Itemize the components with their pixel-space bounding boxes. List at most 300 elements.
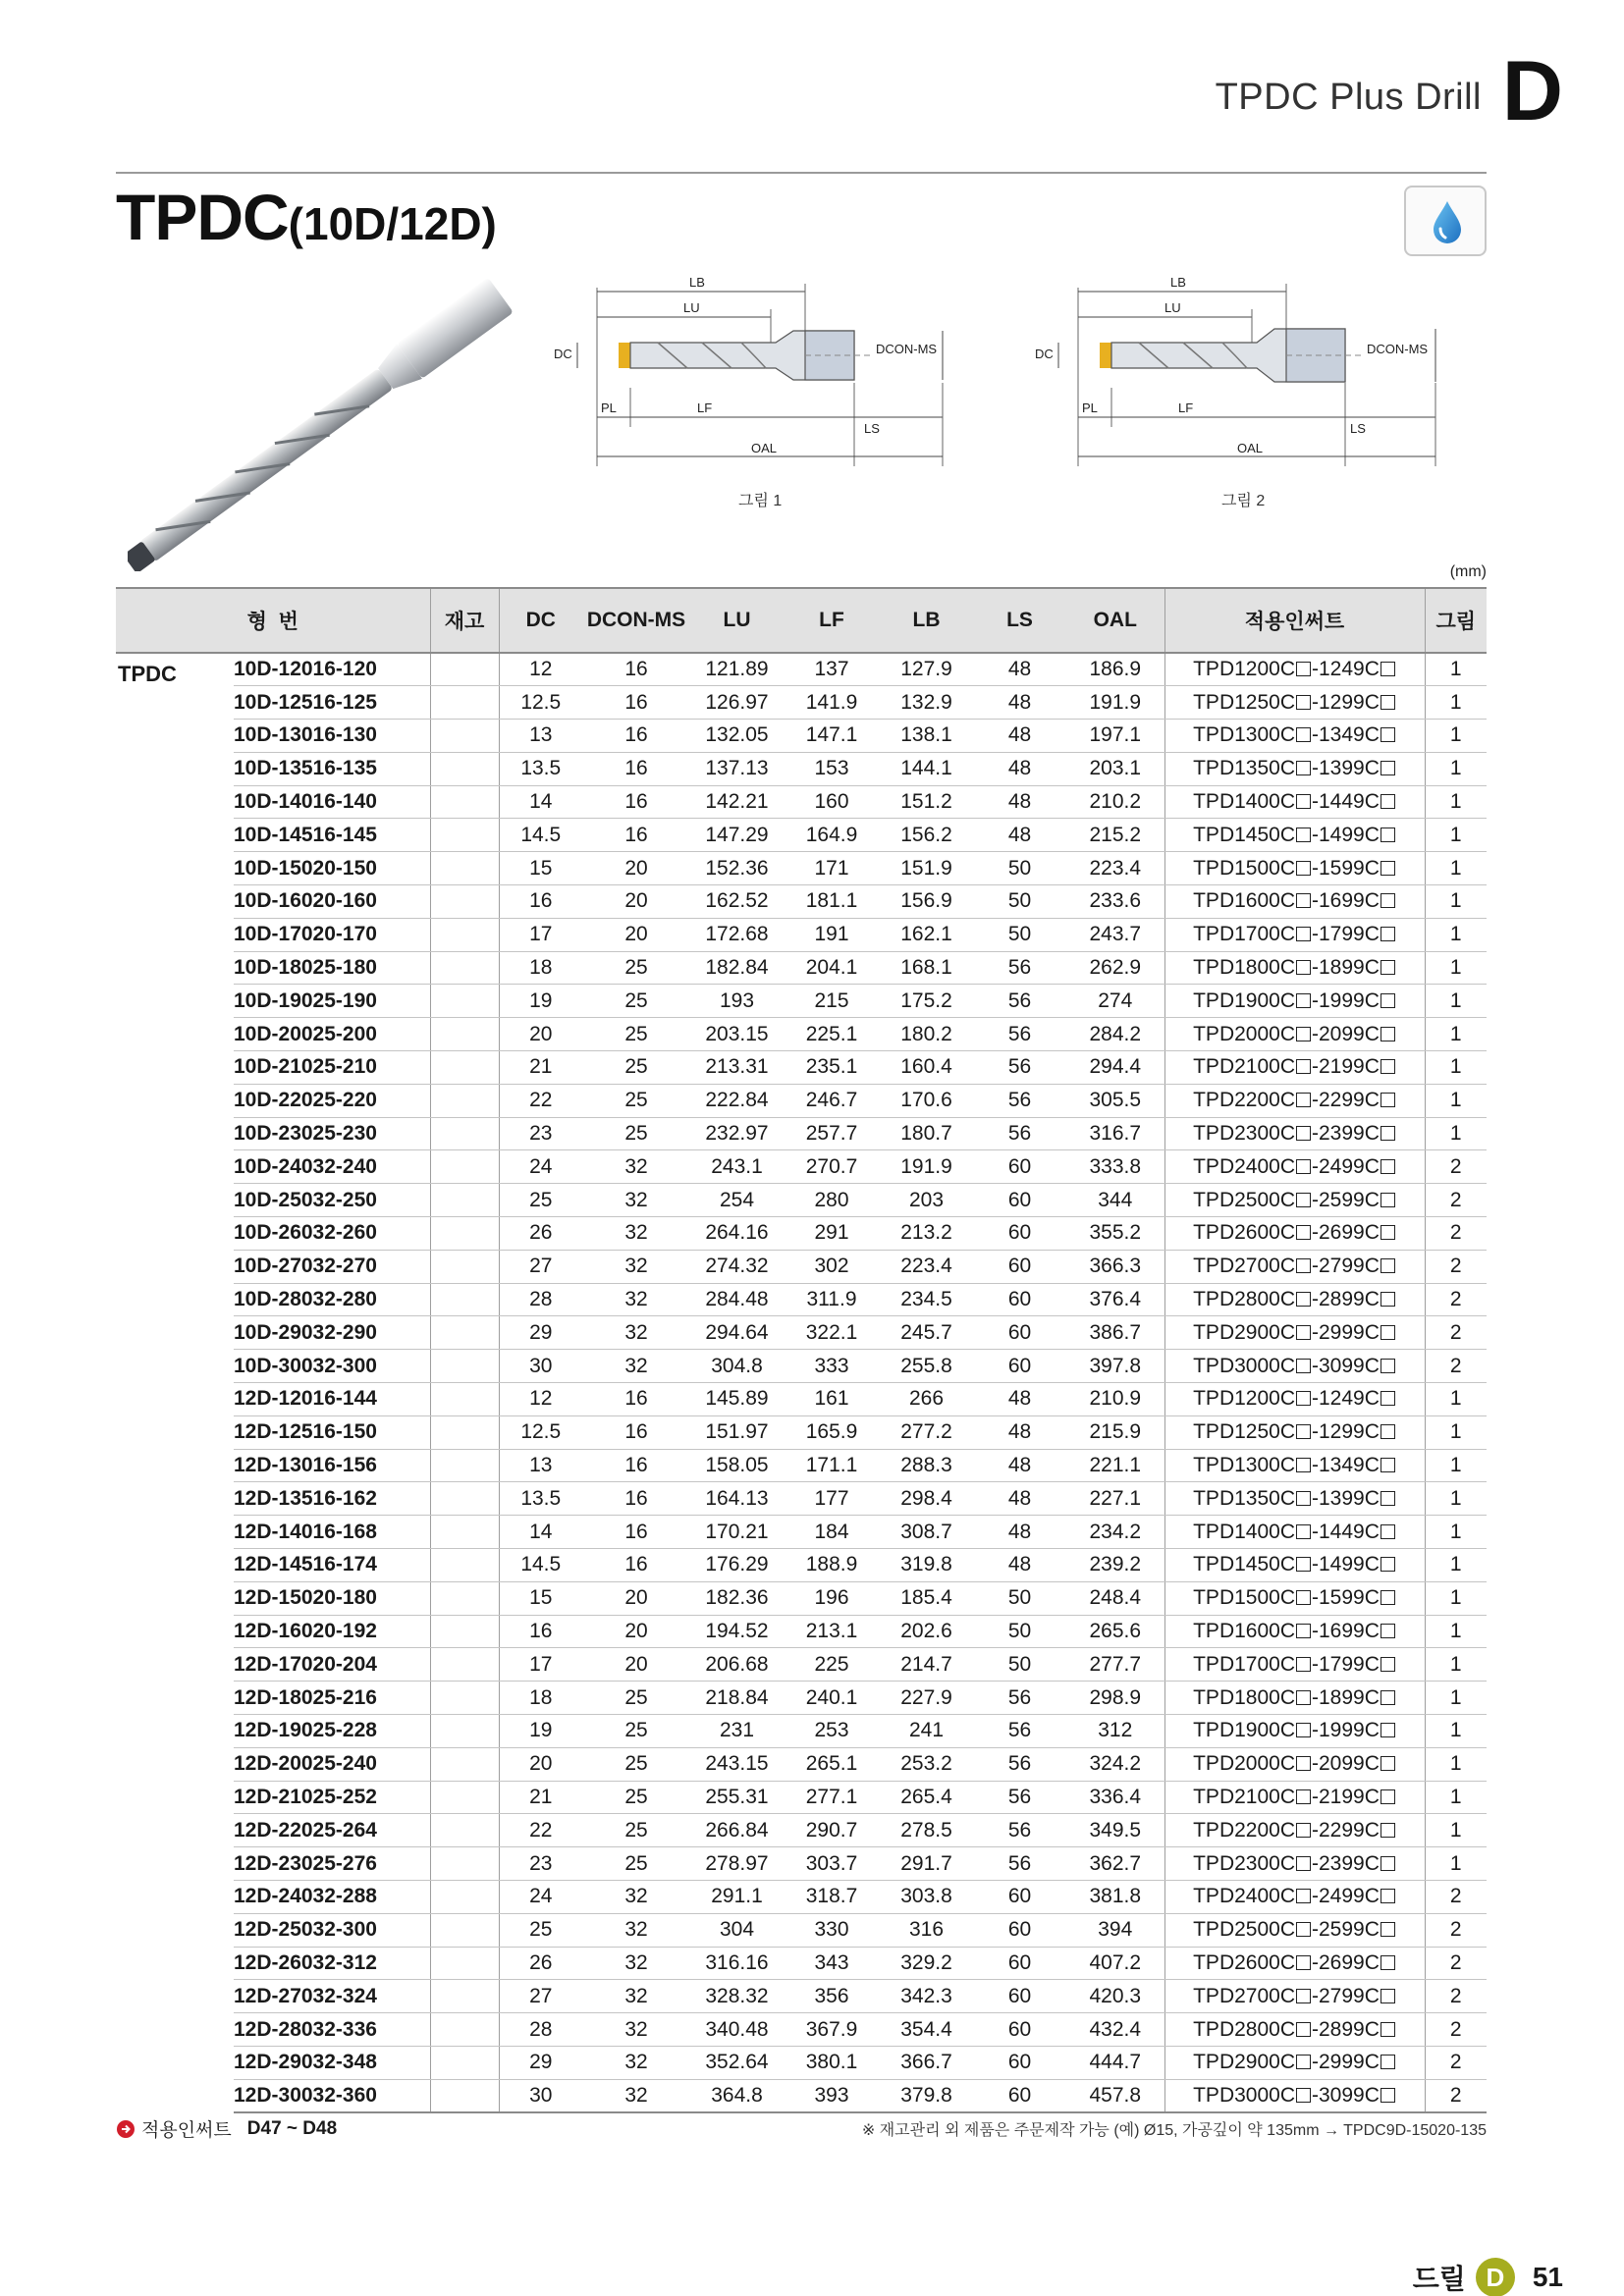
cell-stock [430,1516,499,1549]
cell-lb: 288.3 [880,1449,973,1482]
placeholder-box [1380,1225,1395,1240]
insert-reference-label: 적용인써트 [141,2120,232,2141]
table-row [116,985,1487,1018]
cell-ls: 56 [973,1715,1066,1748]
cell-lb: 298.4 [880,1482,973,1516]
dimension-diagram-1 [530,270,1001,476]
cell-dc: 14.5 [499,1549,582,1582]
cell-insert: TPD2900C -2999C [1164,1316,1425,1350]
cell-model: 12D-28032-336 [234,2013,430,2047]
placeholder-box [1296,1789,1311,1804]
series-label: TPDC [118,662,177,686]
cell-model: 12D-26032-312 [234,1947,430,1980]
cell-lf: 253 [784,1715,880,1748]
cell-insert: TPD1350C -1399C [1164,1482,1425,1516]
table-row [116,1316,1487,1350]
cell-stock [430,819,499,852]
cell-dc: 14.5 [499,819,582,852]
cell-dc: 19 [499,985,582,1018]
cell-insert: TPD1900C -1999C [1164,985,1425,1018]
placeholder-box [1380,861,1395,876]
table-row [116,720,1487,753]
cell-oal: 366.3 [1066,1250,1164,1283]
cell-insert: TPD2400C -2499C [1164,1880,1425,1913]
cell-dcon-ms: 32 [582,1150,690,1184]
cell-lu: 193 [690,985,784,1018]
cell-ls: 60 [973,1250,1066,1283]
cell-insert: TPD2300C -2399C [1164,1847,1425,1881]
cell-lf: 380.1 [784,2046,880,2079]
placeholder-box [1296,1359,1311,1373]
cell-lf: 171 [784,852,880,885]
cell-figure: 2 [1425,1283,1487,1316]
dim-label-lu: LU [1164,300,1181,315]
cell-dc: 18 [499,1682,582,1715]
cell-model: 12D-14016-168 [234,1516,430,1549]
cell-stock [430,1449,499,1482]
table-row [116,1084,1487,1117]
cell-figure: 1 [1425,785,1487,819]
cell-figure: 1 [1425,1051,1487,1085]
cell-lf: 141.9 [784,686,880,720]
cell-dcon-ms: 16 [582,785,690,819]
cell-dc: 12.5 [499,1415,582,1449]
cell-model: 12D-20025-240 [234,1747,430,1781]
cell-model: 12D-13516-162 [234,1482,430,1516]
cell-stock [430,1350,499,1383]
coolant-icon-box [1404,186,1487,256]
cell-dcon-ms: 16 [582,1415,690,1449]
cell-lf: 177 [784,1482,880,1516]
cell-dcon-ms: 25 [582,1715,690,1748]
cell-figure: 1 [1425,653,1487,686]
cell-insert: TPD1300C -1349C [1164,720,1425,753]
placeholder-box [1296,1723,1311,1737]
cell-ls: 56 [973,1018,1066,1051]
cell-lf: 291 [784,1217,880,1251]
cell-lb: 160.4 [880,1051,973,1085]
cell-lb: 144.1 [880,752,973,785]
cell-insert: TPD2000C -2099C [1164,1747,1425,1781]
cell-dc: 18 [499,951,582,985]
cell-ls: 48 [973,1415,1066,1449]
table-row [116,2046,1487,2079]
dim-label-lf: LF [697,400,713,415]
cell-model: 12D-14516-174 [234,1549,430,1582]
placeholder-box [1296,1756,1311,1771]
cell-lu: 294.64 [690,1316,784,1350]
placeholder-box [1296,1491,1311,1506]
cell-ls: 48 [973,720,1066,753]
cell-lb: 354.4 [880,2013,973,2047]
cell-lb: 227.9 [880,1682,973,1715]
cell-lb: 168.1 [880,951,973,985]
cell-model: 10D-28032-280 [234,1283,430,1316]
placeholder-box [1380,960,1395,975]
cell-lu: 266.84 [690,1814,784,1847]
cell-lu: 231 [690,1715,784,1748]
cell-model: 10D-13016-130 [234,720,430,753]
cell-lu: 145.89 [690,1383,784,1416]
cell-lu: 364.8 [690,2079,784,2112]
placeholder-box [1380,1093,1395,1107]
placeholder-box [1296,662,1311,676]
cell-model: 12D-24032-288 [234,1880,430,1913]
cell-insert: TPD2300C -2399C [1164,1117,1425,1150]
cell-ls: 50 [973,1615,1066,1648]
placeholder-box [1296,1922,1311,1937]
cell-oal: 227.1 [1066,1482,1164,1516]
placeholder-box [1296,1657,1311,1672]
cell-lu: 162.52 [690,885,784,919]
placeholder-box [1296,1027,1311,1041]
placeholder-box [1296,1258,1311,1273]
table-row [116,1581,1487,1615]
cell-dcon-ms: 16 [582,1516,690,1549]
cell-stock [430,918,499,951]
col-header-figure: 그림 [1425,588,1487,653]
cell-lu: 316.16 [690,1947,784,1980]
dim-label-dcon-ms: DCON-MS [876,342,938,356]
cell-ls: 60 [973,1947,1066,1980]
cell-ls: 56 [973,1847,1066,1881]
cell-oal: 203.1 [1066,752,1164,785]
cell-lu: 255.31 [690,1781,784,1814]
cell-dcon-ms: 32 [582,1217,690,1251]
cell-insert: TPD2900C -2999C [1164,2046,1425,2079]
cell-stock [430,985,499,1018]
cell-figure: 1 [1425,1117,1487,1150]
cell-lb: 191.9 [880,1150,973,1184]
cell-model: 10D-29032-290 [234,1316,430,1350]
cell-ls: 50 [973,918,1066,951]
custom-order-note: ※ 재고관리 외 제품은 주문제작 가능 (예) Ø15, 가공깊이 약 135mm → TPDC9D-15020-135 [861,2122,1487,2139]
placeholder-box [1380,1325,1395,1340]
cell-dc: 26 [499,1947,582,1980]
footer-section-name: 드릴 [1412,2264,1466,2294]
table-row [116,1880,1487,1913]
cell-dcon-ms: 20 [582,1615,690,1648]
cell-lb: 366.7 [880,2046,973,2079]
cell-dc: 21 [499,1051,582,1085]
cell-model: 10D-21025-210 [234,1051,430,1085]
cell-stock [430,1415,499,1449]
cell-lb: 266 [880,1383,973,1416]
cell-oal: 210.9 [1066,1383,1164,1416]
dim-label-ls: LS [864,421,880,436]
placeholder-box [1380,1027,1395,1041]
cell-lf: 213.1 [784,1615,880,1648]
cell-dcon-ms: 16 [582,819,690,852]
cell-dc: 13.5 [499,752,582,785]
table-row [116,1217,1487,1251]
cell-lb: 278.5 [880,1814,973,1847]
cell-stock [430,951,499,985]
cell-lu: 243.15 [690,1747,784,1781]
cell-dcon-ms: 16 [582,653,690,686]
placeholder-box [1296,1823,1311,1838]
cell-dc: 19 [499,1715,582,1748]
cell-dc: 29 [499,1316,582,1350]
cell-dcon-ms: 16 [582,1449,690,1482]
cell-model: 12D-12516-150 [234,1415,430,1449]
cell-ls: 56 [973,985,1066,1018]
cell-lf: 246.7 [784,1084,880,1117]
cell-lf: 191 [784,918,880,951]
cell-lf: 330 [784,1913,880,1947]
cell-insert: TPD2100C -2199C [1164,1051,1425,1085]
cell-lb: 213.2 [880,1217,973,1251]
placeholder-box [1380,695,1395,710]
cell-model: 12D-12016-144 [234,1383,430,1416]
catalog-section-title: TPDC Plus Drill [1215,77,1482,118]
cell-lf: 393 [784,2079,880,2112]
col-header-ls: LS [973,588,1066,653]
cell-dcon-ms: 32 [582,1913,690,1947]
cell-ls: 48 [973,785,1066,819]
cell-lf: 181.1 [784,885,880,919]
cell-ls: 48 [973,752,1066,785]
col-header-dcon-ms: DCON-MS [582,588,690,653]
dim-label-lb: LB [689,275,705,290]
cell-lf: 333 [784,1350,880,1383]
placeholder-box [1296,1292,1311,1307]
cell-stock [430,1847,499,1881]
cell-lf: 147.1 [784,720,880,753]
cell-lf: 270.7 [784,1150,880,1184]
placeholder-box [1296,2022,1311,2037]
cell-oal: 333.8 [1066,1150,1164,1184]
cell-dc: 12 [499,653,582,686]
cell-ls: 56 [973,1747,1066,1781]
cell-model: 12D-13016-156 [234,1449,430,1482]
cell-ls: 50 [973,1648,1066,1682]
cell-dc: 13.5 [499,1482,582,1516]
cell-lf: 302 [784,1250,880,1283]
cell-lu: 194.52 [690,1615,784,1648]
table-row [116,1449,1487,1482]
placeholder-box [1296,1424,1311,1439]
cell-lb: 162.1 [880,918,973,951]
placeholder-box [1296,1557,1311,1572]
cell-stock [430,1880,499,1913]
cell-figure: 2 [1425,1980,1487,2013]
placeholder-box [1380,1557,1395,1572]
cell-insert: TPD2600C -2699C [1164,1217,1425,1251]
cell-insert: TPD3000C -3099C [1164,1350,1425,1383]
cell-stock [430,653,499,686]
cell-oal: 210.2 [1066,785,1164,819]
cell-ls: 56 [973,1814,1066,1847]
cell-model: 10D-16020-160 [234,885,430,919]
table-row [116,1283,1487,1316]
cell-lu: 284.48 [690,1283,784,1316]
insert-reference-pages[interactable]: D47 ~ D48 [246,2117,338,2139]
cell-dc: 22 [499,1814,582,1847]
cell-oal: 376.4 [1066,1283,1164,1316]
cell-lu: 142.21 [690,785,784,819]
cell-lu: 304 [690,1913,784,1947]
cell-lu: 151.97 [690,1415,784,1449]
table-row [116,1184,1487,1217]
cell-ls: 48 [973,1482,1066,1516]
placeholder-box [1296,2088,1311,2103]
col-header-oal: OAL [1066,588,1164,653]
cell-oal: 381.8 [1066,1880,1164,1913]
cell-insert: TPD1900C -1999C [1164,1715,1425,1748]
cell-dcon-ms: 32 [582,1350,690,1383]
cell-lf: 188.9 [784,1549,880,1582]
cell-figure: 1 [1425,1516,1487,1549]
cell-model: 10D-22025-220 [234,1084,430,1117]
table-row [116,1549,1487,1582]
cell-stock [430,1117,499,1150]
table-row [116,1018,1487,1051]
cell-oal: 362.7 [1066,1847,1164,1881]
cell-lu: 126.97 [690,686,784,720]
cell-dcon-ms: 25 [582,951,690,985]
cell-lu: 218.84 [690,1682,784,1715]
cell-figure: 1 [1425,1715,1487,1748]
cell-lb: 180.2 [880,1018,973,1051]
cell-lu: 182.84 [690,951,784,985]
page-number: 51 [1532,2262,1563,2292]
cell-figure: 1 [1425,1549,1487,1582]
cell-dc: 24 [499,1880,582,1913]
dimension-diagram-2 [1011,270,1483,476]
placeholder-box [1380,1657,1395,1672]
table-row [116,1615,1487,1648]
cell-dc: 16 [499,885,582,919]
cell-dc: 14 [499,1516,582,1549]
cell-oal: 284.2 [1066,1018,1164,1051]
cell-oal: 324.2 [1066,1747,1164,1781]
col-header-dc: DC [499,588,582,653]
cell-model: 10D-24032-240 [234,1150,430,1184]
cell-dc: 20 [499,1747,582,1781]
cell-dc: 29 [499,2046,582,2079]
cell-dcon-ms: 20 [582,852,690,885]
cell-dc: 27 [499,1980,582,2013]
cell-figure: 1 [1425,885,1487,919]
cell-dcon-ms: 32 [582,1980,690,2013]
cell-model: 12D-21025-252 [234,1781,430,1814]
cell-figure: 1 [1425,918,1487,951]
placeholder-box [1296,960,1311,975]
cell-dcon-ms: 16 [582,720,690,753]
cell-model: 10D-13516-135 [234,752,430,785]
cell-lf: 318.7 [784,1880,880,1913]
dim-label-lf: LF [1178,400,1194,415]
col-header-lu: LU [690,588,784,653]
cell-lb: 156.2 [880,819,973,852]
cell-dc: 26 [499,1217,582,1251]
cell-model: 10D-23025-230 [234,1117,430,1150]
placeholder-box [1380,828,1395,842]
spec-table-body [116,653,1487,2112]
cell-ls: 56 [973,951,1066,985]
cell-lf: 277.1 [784,1781,880,1814]
cell-insert: TPD2600C -2699C [1164,1947,1425,1980]
cell-oal: 234.2 [1066,1516,1164,1549]
cell-model: 12D-18025-216 [234,1682,430,1715]
table-row [116,1250,1487,1283]
placeholder-box [1380,1590,1395,1605]
cell-lu: 170.21 [690,1516,784,1549]
placeholder-box [1380,1193,1395,1207]
cell-stock [430,686,499,720]
cell-lb: 202.6 [880,1615,973,1648]
cell-oal: 344 [1066,1184,1164,1217]
table-row [116,686,1487,720]
placeholder-box [1380,1889,1395,1903]
cell-dcon-ms: 32 [582,2079,690,2112]
cell-lb: 342.3 [880,1980,973,2013]
cell-lb: 203 [880,1184,973,1217]
table-row [116,852,1487,885]
cell-dc: 27 [499,1250,582,1283]
cell-lu: 304.8 [690,1350,784,1383]
cell-lf: 184 [784,1516,880,1549]
cell-dc: 16 [499,1615,582,1648]
cell-dc: 23 [499,1117,582,1150]
placeholder-box [1296,1059,1311,1074]
cell-figure: 2 [1425,1250,1487,1283]
cell-insert: TPD1400C -1449C [1164,1516,1425,1549]
page-footer [1413,2258,1563,2296]
cell-ls: 60 [973,1150,1066,1184]
table-row [116,1682,1487,1715]
cell-dcon-ms: 25 [582,1018,690,1051]
table-row [116,951,1487,985]
cell-stock [430,1648,499,1682]
cell-oal: 294.4 [1066,1051,1164,1085]
cell-lu: 164.13 [690,1482,784,1516]
table-row [116,1814,1487,1847]
cell-dcon-ms: 20 [582,1581,690,1615]
cell-model: 12D-16020-192 [234,1615,430,1648]
cell-dc: 23 [499,1847,582,1881]
cell-dc: 28 [499,2013,582,2047]
coolant-drop-icon [1432,199,1463,244]
cell-ls: 60 [973,2046,1066,2079]
cell-lf: 165.9 [784,1415,880,1449]
placeholder-box [1380,1789,1395,1804]
placeholder-box [1380,761,1395,775]
cell-lb: 151.9 [880,852,973,885]
cell-oal: 243.7 [1066,918,1164,951]
cell-oal: 191.9 [1066,686,1164,720]
cell-model: 12D-25032-300 [234,1913,430,1947]
cell-stock [430,852,499,885]
placeholder-box [1380,1126,1395,1141]
cell-model: 10D-12016-120 [234,653,430,686]
cell-figure: 1 [1425,1415,1487,1449]
placeholder-box [1296,2055,1311,2069]
cell-lb: 308.7 [880,1516,973,1549]
cell-insert: TPD1200C -1249C [1164,1383,1425,1416]
cell-dcon-ms: 20 [582,1648,690,1682]
cell-oal: 349.5 [1066,1814,1164,1847]
cell-stock [430,1747,499,1781]
cell-dcon-ms: 32 [582,1316,690,1350]
cell-stock [430,1482,499,1516]
spec-table [116,587,1487,2113]
cell-stock [430,2079,499,2112]
table-row [116,2079,1487,2112]
cell-stock [430,1051,499,1085]
cell-dc: 15 [499,1581,582,1615]
